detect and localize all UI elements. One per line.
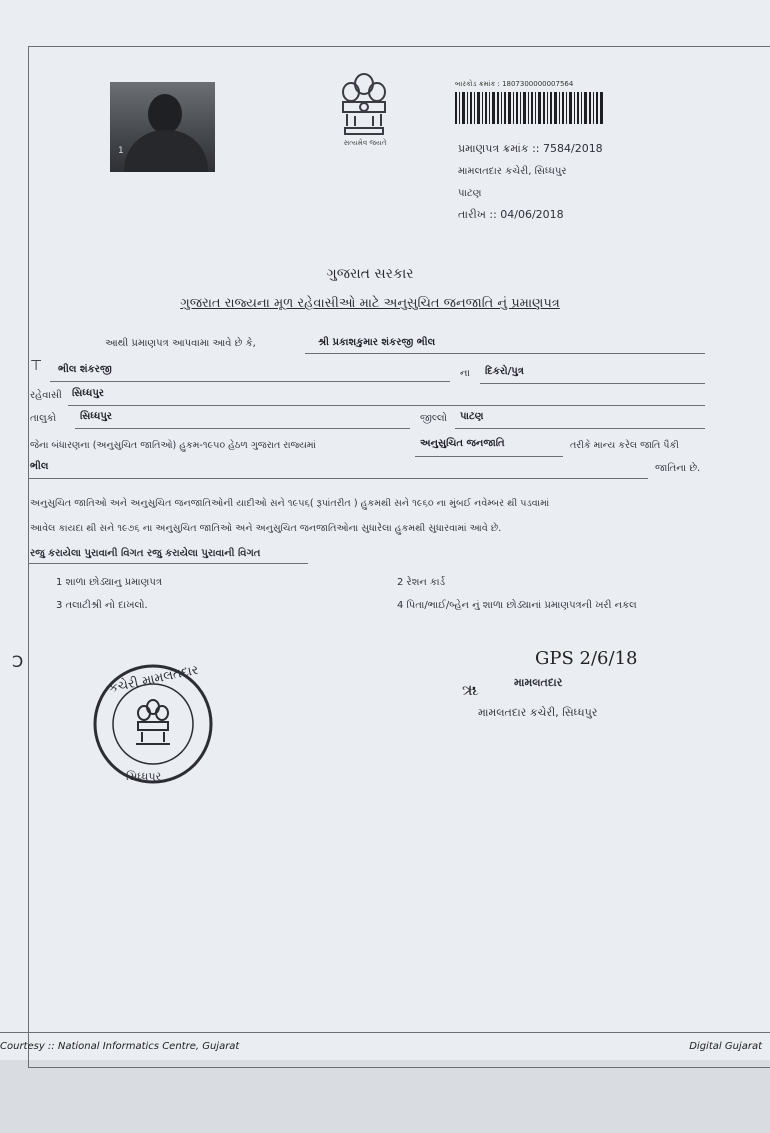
evidence-item: 4 પિતા/ભાઈ/બ્હેન નું શાળા છોડ્યાનાં પ્રમાણપત્રની ખરી નકલ bbox=[397, 600, 637, 611]
recognized-text: તરીકે માન્ય કરેલ જાતિ પૈકી bbox=[570, 440, 679, 451]
order-text: જેના બંધારણના (અનુસુચિત જાતિઓ) હુકમ-૧૯૫૦ હેઠળ ગુજરાત રાજ્યમાં bbox=[30, 440, 316, 451]
signature-initial: ૠ bbox=[462, 680, 480, 699]
evidence-item: 3 તલાટીશ્રી નો દાખલો. bbox=[56, 600, 148, 611]
caste-suffix: જાતિના છે. bbox=[655, 463, 701, 474]
resident-value: સિધ્ધપુર bbox=[72, 388, 104, 399]
evidence-item: 2 રેશન કાર્ડ bbox=[397, 577, 446, 588]
issue-date: તારીખ :: 04/06/2018 bbox=[458, 208, 564, 221]
evidence-heading: રજુ કરાયેલા પુરાવાની વિગત રજુ કરાયેલા પુરાવાની વિગત bbox=[30, 548, 261, 559]
father-name: ભીલ શંકરજી bbox=[58, 364, 112, 375]
taluka-value: સિધ્ધપુર bbox=[80, 411, 112, 422]
paper-bottom-shadow bbox=[0, 1060, 770, 1133]
seal-top-text: કચેરી મામલતદાર bbox=[107, 662, 200, 697]
resident-label: રહેવાસી bbox=[30, 390, 62, 401]
category-underline bbox=[415, 456, 563, 457]
margin-mark: Ͻ bbox=[12, 652, 24, 671]
intro-text: આથી પ્રમાણપત્ર આપવામા આવે છે કે, bbox=[105, 338, 256, 349]
taluka-underline bbox=[75, 428, 410, 429]
certificate-subtitle: ગુજરાત રાજ્યના મૂળ રહેવાસીઓ માટે અનુસુચિત જનજાતિ નું પ્રમાણપત્ર bbox=[180, 296, 560, 311]
footer-courtesy: Courtesy :: National Informatics Centre, Gujarat bbox=[0, 1041, 240, 1052]
taluka-label: તાલુકો bbox=[30, 413, 57, 424]
district-value: પાટણ bbox=[460, 411, 484, 422]
notification-line-2: આવેલ કાયદા થી સને ૧૯૭૬ ના અનુસુચિત જાતિઓ અને અનુસુચિત જનજાતિઓના સુધારેલા હુકમથી સુધારવામાં આવે છે. bbox=[30, 523, 502, 534]
national-emblem-icon bbox=[333, 68, 395, 146]
footer-brand: Digital Gujarat bbox=[689, 1041, 762, 1052]
relation-label: ના bbox=[460, 368, 470, 379]
header-district: પાટણ bbox=[458, 188, 482, 199]
certificate-number: પ્રમાણપત્ર ક્રમાંક :: 7584/2018 bbox=[458, 142, 603, 155]
category-value: અનુસુચિત જનજાતિ bbox=[420, 438, 505, 449]
district-underline bbox=[455, 428, 705, 429]
evidence-underline bbox=[28, 563, 308, 564]
margin-mark: ⊤ bbox=[30, 358, 43, 374]
father-underline bbox=[50, 381, 450, 382]
handwritten-signature: GPS 2/6/18 bbox=[535, 648, 638, 669]
caste-value: ભીલ bbox=[30, 461, 49, 472]
evidence-item: 1 શાળા છોડ્યાનુ પ્રમાણપત્ર bbox=[56, 577, 162, 588]
seal-bottom-text: સિધ્ધપુર bbox=[126, 770, 162, 783]
applicant-photo bbox=[110, 82, 215, 172]
resident-underline bbox=[68, 405, 705, 406]
relation-value: દિકરો/પુત્ર bbox=[485, 366, 524, 377]
signatory-office: મામલતદાર કચેરી, સિધ્ધપુર bbox=[478, 706, 598, 719]
notification-line-1: અનુસુચિત જાતિઓ અને અનુસુચિત જનજાતિઓની યાદીઓ સને ૧૯૫૬( રૂપાંતરીત ) હુકમથી સને ૧૯૬૦ ના મુંબઈ નવેમ્બર થી પડવામાં bbox=[30, 498, 550, 509]
district-label: જીલ્લો bbox=[420, 413, 448, 424]
page-title: ગુજરાત સરકાર bbox=[326, 266, 414, 282]
signatory-designation: મામલતદાર bbox=[514, 676, 563, 689]
emblem-caption: સત્યમેવ જયતે bbox=[343, 139, 387, 147]
name-underline bbox=[305, 353, 705, 354]
caste-underline bbox=[28, 478, 648, 479]
barcode-label: બારકોડ ક્રમાંક : 1807300000007564 bbox=[455, 80, 574, 88]
footer-divider bbox=[0, 1032, 770, 1033]
holder-name: શ્રી પ્રકાશકુમાર શંકરજી ભીલ bbox=[318, 337, 436, 348]
barcode-icon bbox=[455, 92, 605, 124]
issuing-office: મામલતદાર કચેરી, સિધ્ધપુર bbox=[458, 166, 567, 177]
relation-underline bbox=[480, 383, 705, 384]
photo-number: 1 bbox=[118, 146, 124, 156]
